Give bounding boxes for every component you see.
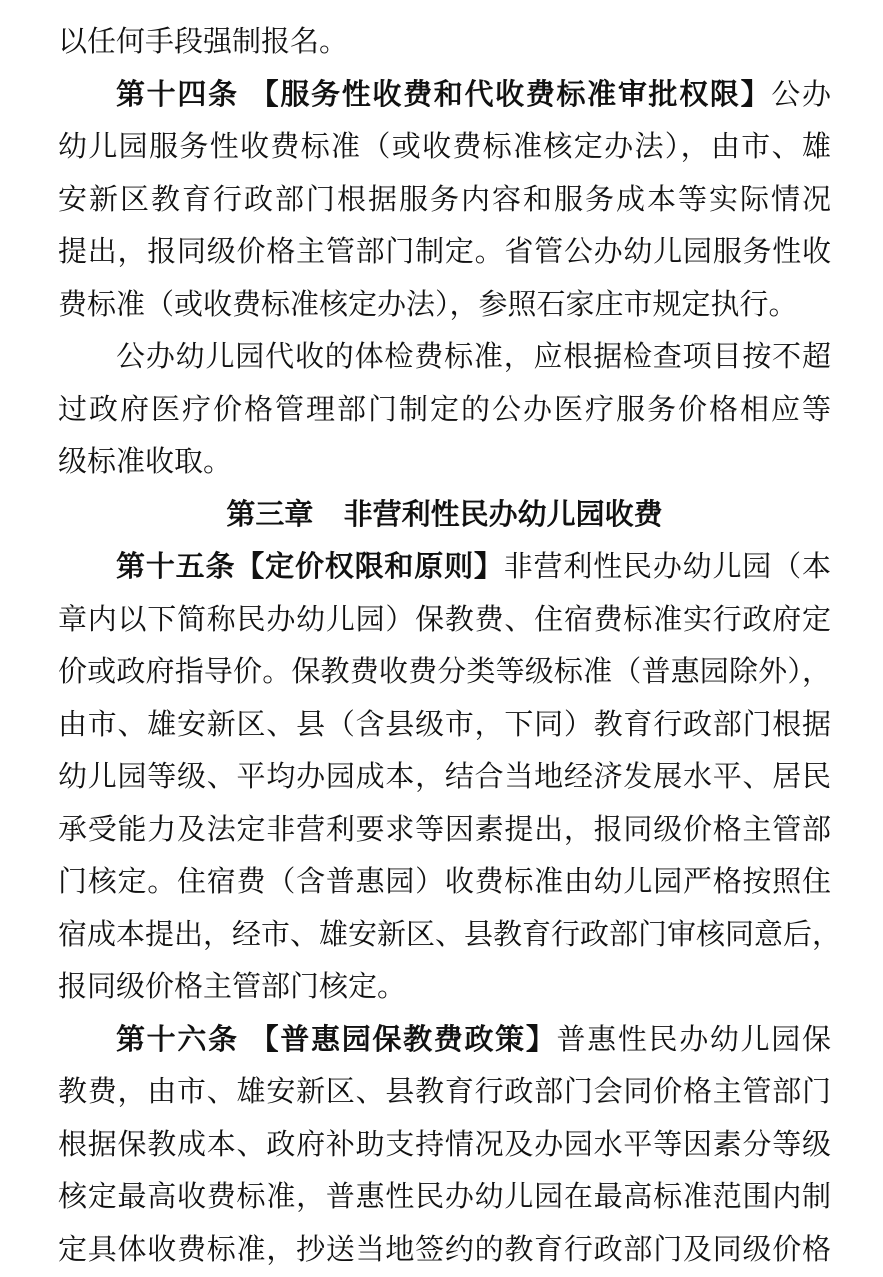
article-14-first-line bbox=[58, 68, 831, 121]
article-14-heading: 【服务性收费和代收费标准审批权限】 bbox=[249, 76, 772, 111]
article-14-paragraph-2-line: 过政府医疗价格管理部门制定的公办医疗服务价格相应等 bbox=[58, 391, 831, 426]
article-15-line: 门核定。住宿费（含普惠园）收费标准由幼儿园严格按照住 bbox=[58, 864, 831, 898]
article-15-first-line bbox=[58, 540, 831, 593]
chapter-title: 非营利性民办幼儿园收费 bbox=[343, 496, 663, 531]
article-16-line: 根据保教成本、政府补助支持情况及办园水平等因素分等级 bbox=[58, 1126, 831, 1161]
article-16-heading: 【普惠园保教费政策】 bbox=[249, 1021, 557, 1056]
article-14-number: 第十四条 bbox=[116, 76, 239, 111]
article-14-paragraph-2-line: 公办幼儿园代收的体检费标准，应根据检查项目按不超 bbox=[116, 339, 831, 373]
article-14-paragraph-2-line: 级标准收取。 bbox=[58, 444, 233, 478]
article-15-line: 报同级价格主管部门核定。 bbox=[58, 969, 407, 1003]
chapter-number: 第三章 bbox=[226, 496, 314, 531]
article-16-first-line bbox=[58, 1013, 831, 1066]
article-15-line: 幼儿园等级、平均办园成本，结合当地经济发展水平、居民 bbox=[58, 759, 831, 793]
opening-line: 以任何手段强制报名。 bbox=[58, 24, 349, 58]
article-14-line: 费标准（或收费标准核定办法），参照石家庄市规定执行。 bbox=[58, 286, 798, 321]
article-15-line: 由市、雄安新区、县（含县级市，下同）教育行政部门根据 bbox=[58, 706, 831, 741]
article-14-line: 安新区教育行政部门根据服务内容和服务成本等实际情况 bbox=[58, 181, 831, 216]
article-16-line: 核定最高收费标准，普惠性民办幼儿园在最高标准范围内制 bbox=[58, 1179, 831, 1213]
article-15-line: 价或政府指导价。保教费收费分类等级标准（普惠园除外）， bbox=[58, 654, 831, 688]
article-15-line: 章内以下简称民办幼儿园）保教费、住宿费标准实行政府定 bbox=[58, 601, 831, 636]
chapter-heading bbox=[58, 488, 831, 541]
article-15-heading: 【定价权限和原则】 bbox=[235, 549, 504, 583]
article-14-first-line-text: 公办 bbox=[771, 76, 831, 111]
article-16-line: 教费，由市、雄安新区、县教育行政部门会同价格主管部门 bbox=[58, 1074, 831, 1108]
article-15-number: 第十五条 bbox=[116, 549, 236, 583]
article-14-line: 提出，报同级价格主管部门制定。省管公办幼儿园服务性收 bbox=[58, 234, 831, 268]
article-16-number: 第十六条 bbox=[116, 1021, 239, 1056]
article-15-first-line-text: 非营利性民办幼儿园（本 bbox=[503, 549, 831, 583]
article-15-line: 承受能力及法定非营利要求等因素提出，报同级价格主管部 bbox=[58, 811, 831, 846]
article-16-first-line-text: 普惠性民办幼儿园保 bbox=[556, 1021, 831, 1056]
article-14-line: 幼儿园服务性收费标准（或收费标准核定办法），由市、雄 bbox=[58, 129, 831, 163]
article-15-line: 宿成本提出，经市、雄安新区、县教育行政部门审核同意后， bbox=[58, 916, 842, 951]
article-16-line: 定具体收费标准，抄送当地签约的教育行政部门及同级价格 bbox=[58, 1231, 831, 1266]
